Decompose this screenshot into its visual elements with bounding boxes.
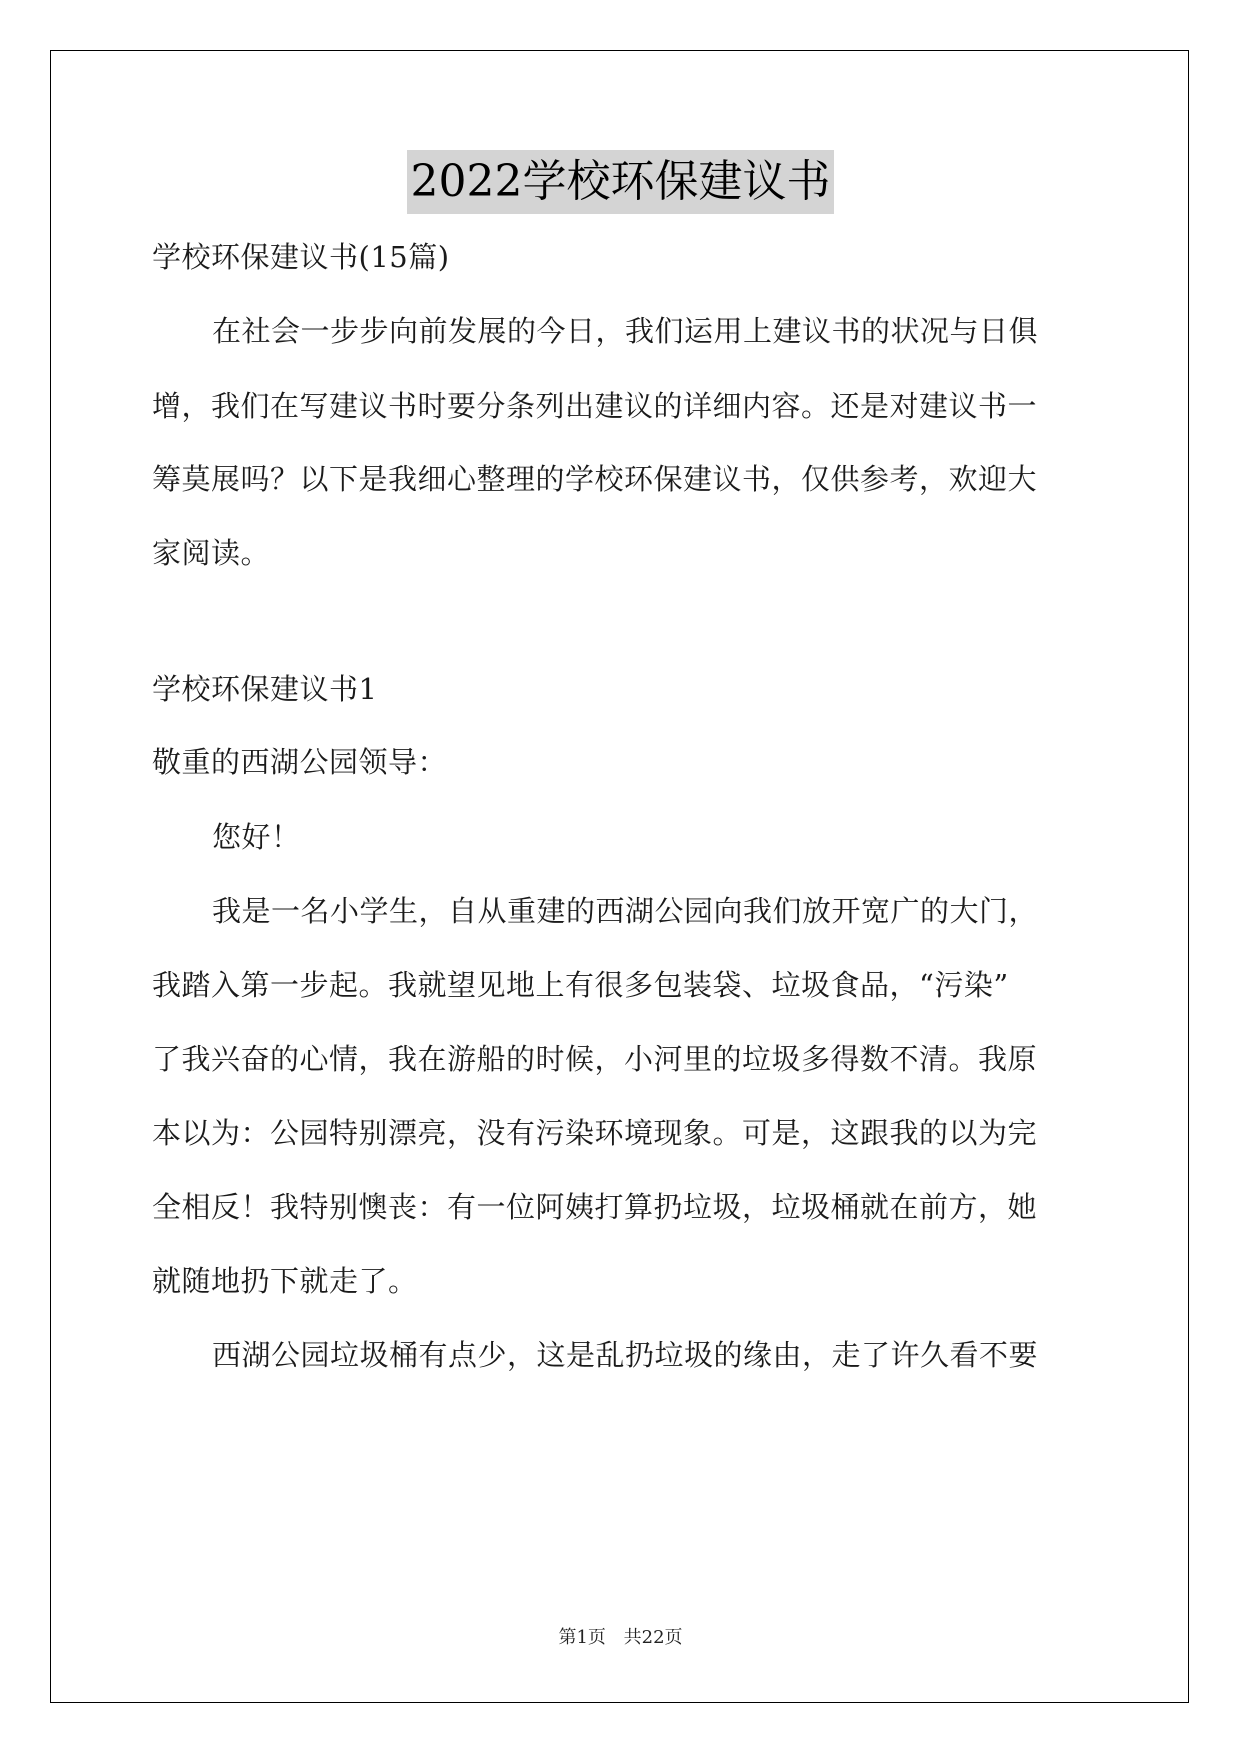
intro-line: 增，我们在写建议书时要分条列出建议的详细内容。还是对建议书一 — [152, 389, 1038, 423]
paragraph-line: 了我兴奋的心情，我在游船的时候，小河里的垃圾多得数不清。我原 — [152, 1042, 1038, 1076]
paragraph-line: 我是一名小学生，自从重建的西湖公园向我们放开宽广的大门， — [212, 894, 1039, 928]
section-heading: 学校环保建议书1 — [152, 672, 378, 706]
greeting: 您好！ — [212, 820, 301, 854]
intro-line: 在社会一步步向前发展的今日，我们运用上建议书的状况与日俱 — [212, 314, 1039, 348]
paragraph-line: 本以为：公园特别漂亮，没有污染环境现象。可是，这跟我的以为完 — [152, 1116, 1038, 1150]
page-number: 第1页 — [558, 1627, 606, 1648]
page-footer — [0, 1626, 1241, 1650]
document-title: 2022学校环保建议书 — [407, 150, 835, 214]
paragraph-line: 西湖公园垃圾桶有点少，这是乱扔垃圾的缘由，走了许久看不要 — [212, 1338, 1039, 1372]
paragraph-line: 全相反！我特别懊丧：有一位阿姨打算扔垃圾，垃圾桶就在前方，她 — [152, 1190, 1038, 1224]
intro-line: 家阅读。 — [152, 536, 271, 570]
page-total: 共22页 — [623, 1627, 683, 1648]
page-border — [50, 50, 1189, 1703]
title-container — [0, 150, 1241, 214]
document-subtitle: 学校环保建议书(15篇) — [152, 240, 450, 274]
paragraph-line: 我踏入第一步起。我就望见地上有很多包装袋、垃圾食品，“污染” — [152, 968, 1009, 1002]
salutation: 敬重的西湖公园领导： — [152, 745, 448, 779]
intro-line: 筹莫展吗？以下是我细心整理的学校环保建议书，仅供参考，欢迎大 — [152, 462, 1038, 496]
paragraph-line: 就随地扔下就走了。 — [152, 1264, 418, 1298]
